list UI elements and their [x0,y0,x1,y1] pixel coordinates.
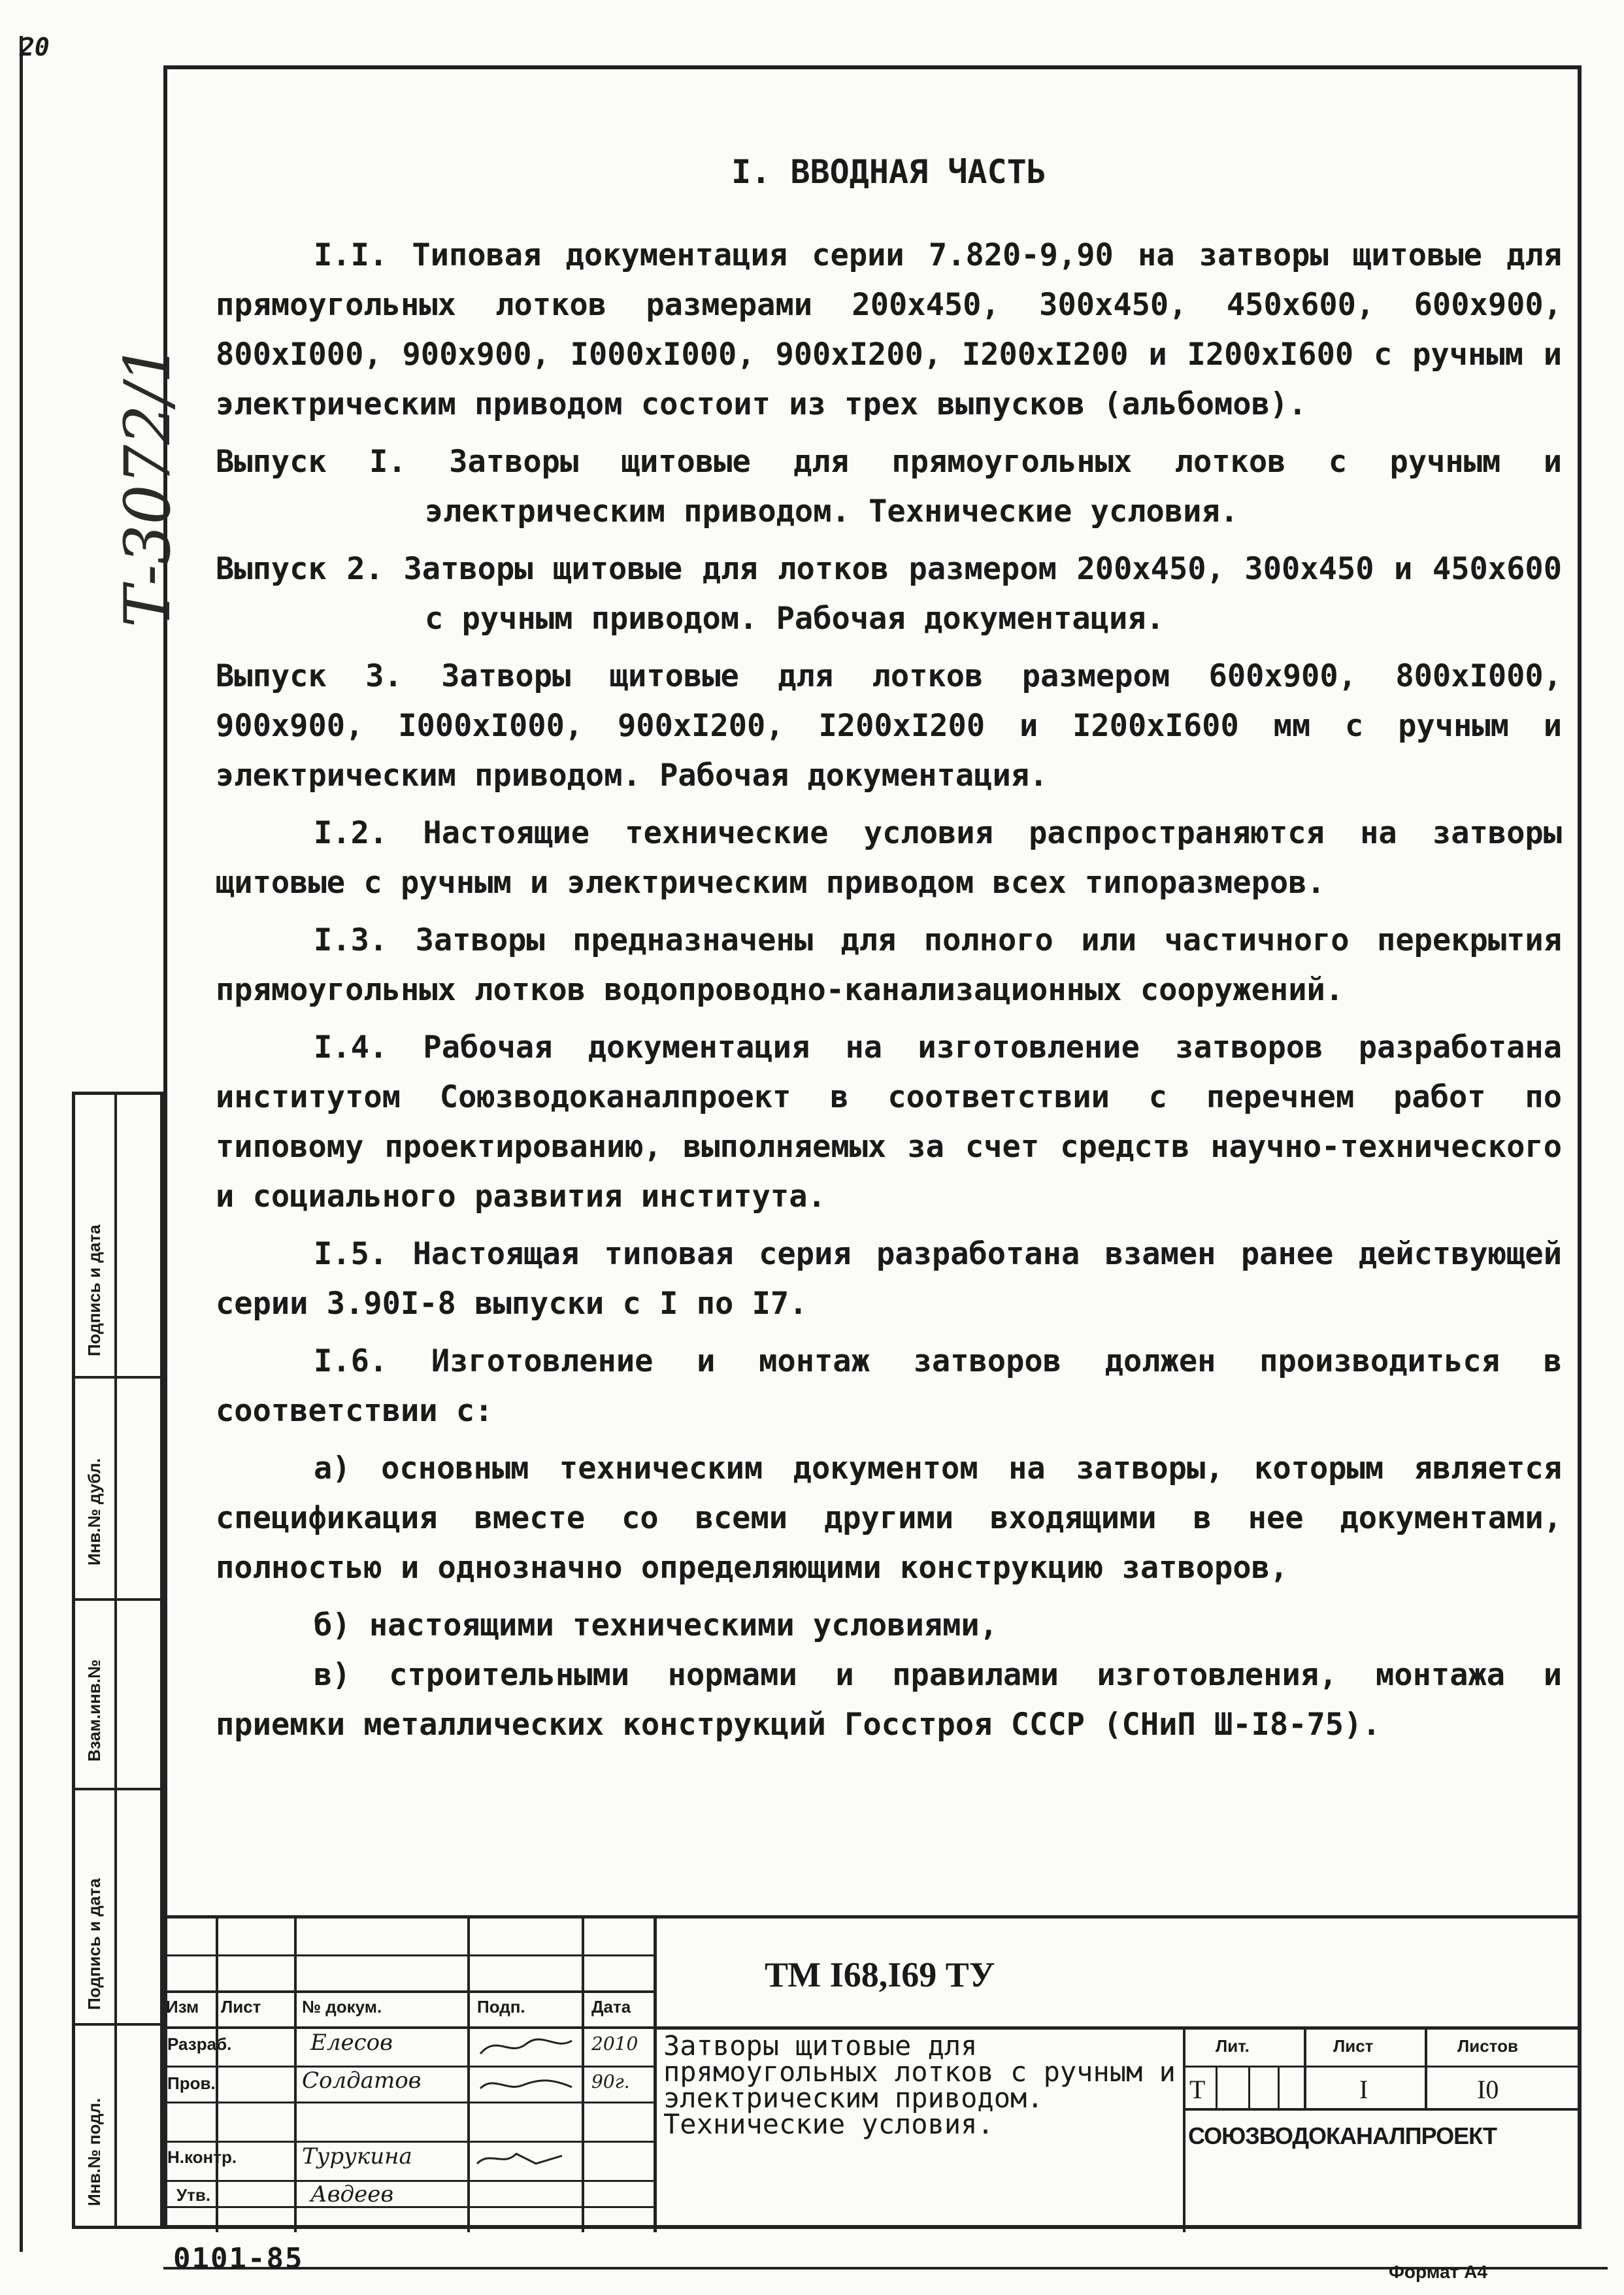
margin-label-signature-2: Подпись и дата [84,1878,104,2010]
release-2-label: Выпуск 2. [216,551,384,587]
grid-line [163,2180,654,2182]
row-name: Елесов [310,2030,393,2056]
margin-label-orig-inv: Инв.№ подл. [84,2098,104,2206]
release-2-text: Затворы щитовые для лотков размером 200х450, 300х450 и 450х600 с ручным приводом. Рабочая документация. [403,551,1562,637]
grid-line [163,2206,654,2208]
margin-divider [114,1095,117,2226]
release-3-label: Выпуск 3. [216,658,403,694]
list-item-c: в) строительными нормами и правилами изготовления, монтажа и приемки металлических конструкций Госстроя СССР (СНиП Ш-I8-75). [216,1657,1562,1743]
row-role: Разраб. [167,2034,232,2054]
row-date: 2010 [591,2033,638,2054]
margin-label-dup-inv: Инв.№ дубл. [84,1458,104,1566]
grid-line [216,1918,218,2232]
grid-line [163,2026,654,2029]
release-1-text: Затворы щитовые для прямоугольных лотков с ручным и электрическим приводом. Технические условия. [425,444,1563,529]
margin-label-replace-inv: Взам.инв.№ [84,1659,104,1762]
document-body [216,147,1562,1758]
signature-checker [477,2069,575,2102]
grid-line [1304,2026,1306,2108]
archive-code: 0101-85 [173,2242,304,2275]
paragraph-1-3: I.3. Затворы предназначены для полного или частичного перекрытия прямоугольных лотков водопроводно-канализационных сооружений. [216,922,1562,1008]
lit-label: Лит. [1216,2036,1250,2056]
grid-line [163,2141,654,2143]
paragraph-1-1: I.I. Типовая документация серии 7.820-9,90 на затворы щитовые для прямоугольных лотков размерами 200х450, 300х450, 450х600, 600х900, 800хI000, 900х900, I000хI000, 900хI200, I200хI200 и I200хI600 с ручным и электрическим приводом состоит из трех выпусков (альбомов). [216,237,1562,422]
document-code: ТМ I68,I69 ТУ [765,1955,995,1994]
title-block [163,1915,1582,2232]
grid-line [1425,2026,1427,2108]
row-role: Н.контр. [167,2147,237,2167]
header-col-sheet: Лист [221,1997,261,2017]
release-3-text: Затворы щитовые для лотков размером 600х900, 800хI000, 900х900, I000хI000, 900хI200, I200хI200 и I200хI600 мм с ручным и электрическим приводом. Рабочая документация. [216,658,1563,794]
header-col-date: Дата [591,1997,631,2017]
list-item-b: б) настоящими техническими условиями, [314,1607,998,1643]
release-3 [216,652,1562,801]
grid-line [1183,2026,1185,2232]
grid-line [1248,2066,1250,2108]
grid-line [1216,2066,1218,2108]
grid-line [1278,2066,1280,2108]
page-number: 20 [20,33,50,61]
document-title: Затворы щитовые для прямоугольных лотков с ручным и электрическим приводом. Технические условия. [663,2030,1176,2140]
row-role: Пров. [167,2073,216,2093]
grid-line [582,1918,584,2232]
signature-developer [477,2031,575,2064]
paragraph-1-5: I.5. Настоящая типовая серия разработана взамен ранее действующей серии 3.90I-8 выпуски с I по I7. [216,1236,1562,1322]
release-1 [216,437,1562,537]
row-date: 90г. [591,2071,630,2092]
paragraph-1-2: I.2. Настоящие технические условия распространяются на затворы щитовые с ручным и электрическим приводом всех типоразмеров. [216,815,1562,901]
sheet-value: I [1359,2075,1368,2104]
margin-divider [75,2023,160,2026]
grid-line [163,1990,654,1993]
signature-norm-control [471,2144,569,2177]
list-item-a: а) основным техническим документом на затворы, которым является спецификация вместе со всеми другими входящими в нее документами, полностью и однозначно определяющими конструкцию затворов, [216,1450,1562,1586]
row-name: Турукина [302,2143,412,2169]
sheets-label: Листов [1457,2036,1518,2056]
grid-line [163,1954,654,1956]
margin-divider [75,1598,160,1601]
release-1-label: Выпуск I. [216,444,406,480]
margin-stamp-strip [72,1092,163,2229]
margin-divider [75,1788,160,1790]
grid-line [654,1918,657,2232]
sheet-label: Лист [1333,2036,1374,2056]
section-heading: I. ВВОДНАЯ ЧАСТЬ [731,153,1046,191]
format-label: Формат А4 [1389,2262,1487,2282]
grid-line [1183,2066,1582,2068]
stage-value: Т [1189,2075,1206,2104]
inventory-stamp: Т-3072/1 [111,343,184,628]
grid-line [467,1918,470,2232]
grid-line [163,2102,654,2103]
header-col-signature: Подп. [477,1997,525,2017]
organization-name: СОЮЗВОДОКАНАЛПРОЕКТ [1188,2122,1497,2149]
margin-label-signature: Подпись и дата [84,1224,104,1356]
header-col-docnum: № докум. [302,1997,382,2017]
header-col-change: Изм [166,1997,199,2017]
grid-line [294,1918,297,2232]
paragraph-1-4: I.4. Рабочая документация на изготовление затворов разработана институтом Союзводоканалпроект в соответствии с перечнем работ по типовому проектированию, выполняемых за счет средств научно-технического и социального развития института. [216,1030,1562,1215]
grid-line [1183,2108,1582,2111]
row-role: Утв. [176,2185,211,2205]
sheets-value: I0 [1477,2075,1499,2104]
release-2 [216,544,1562,644]
row-name: Солдатов [302,2068,422,2094]
margin-divider [75,1376,160,1379]
row-name: Авдеев [310,2181,394,2207]
paragraph-1-6: I.6. Изготовление и монтаж затворов должен производиться в соответствии с: [216,1343,1562,1429]
